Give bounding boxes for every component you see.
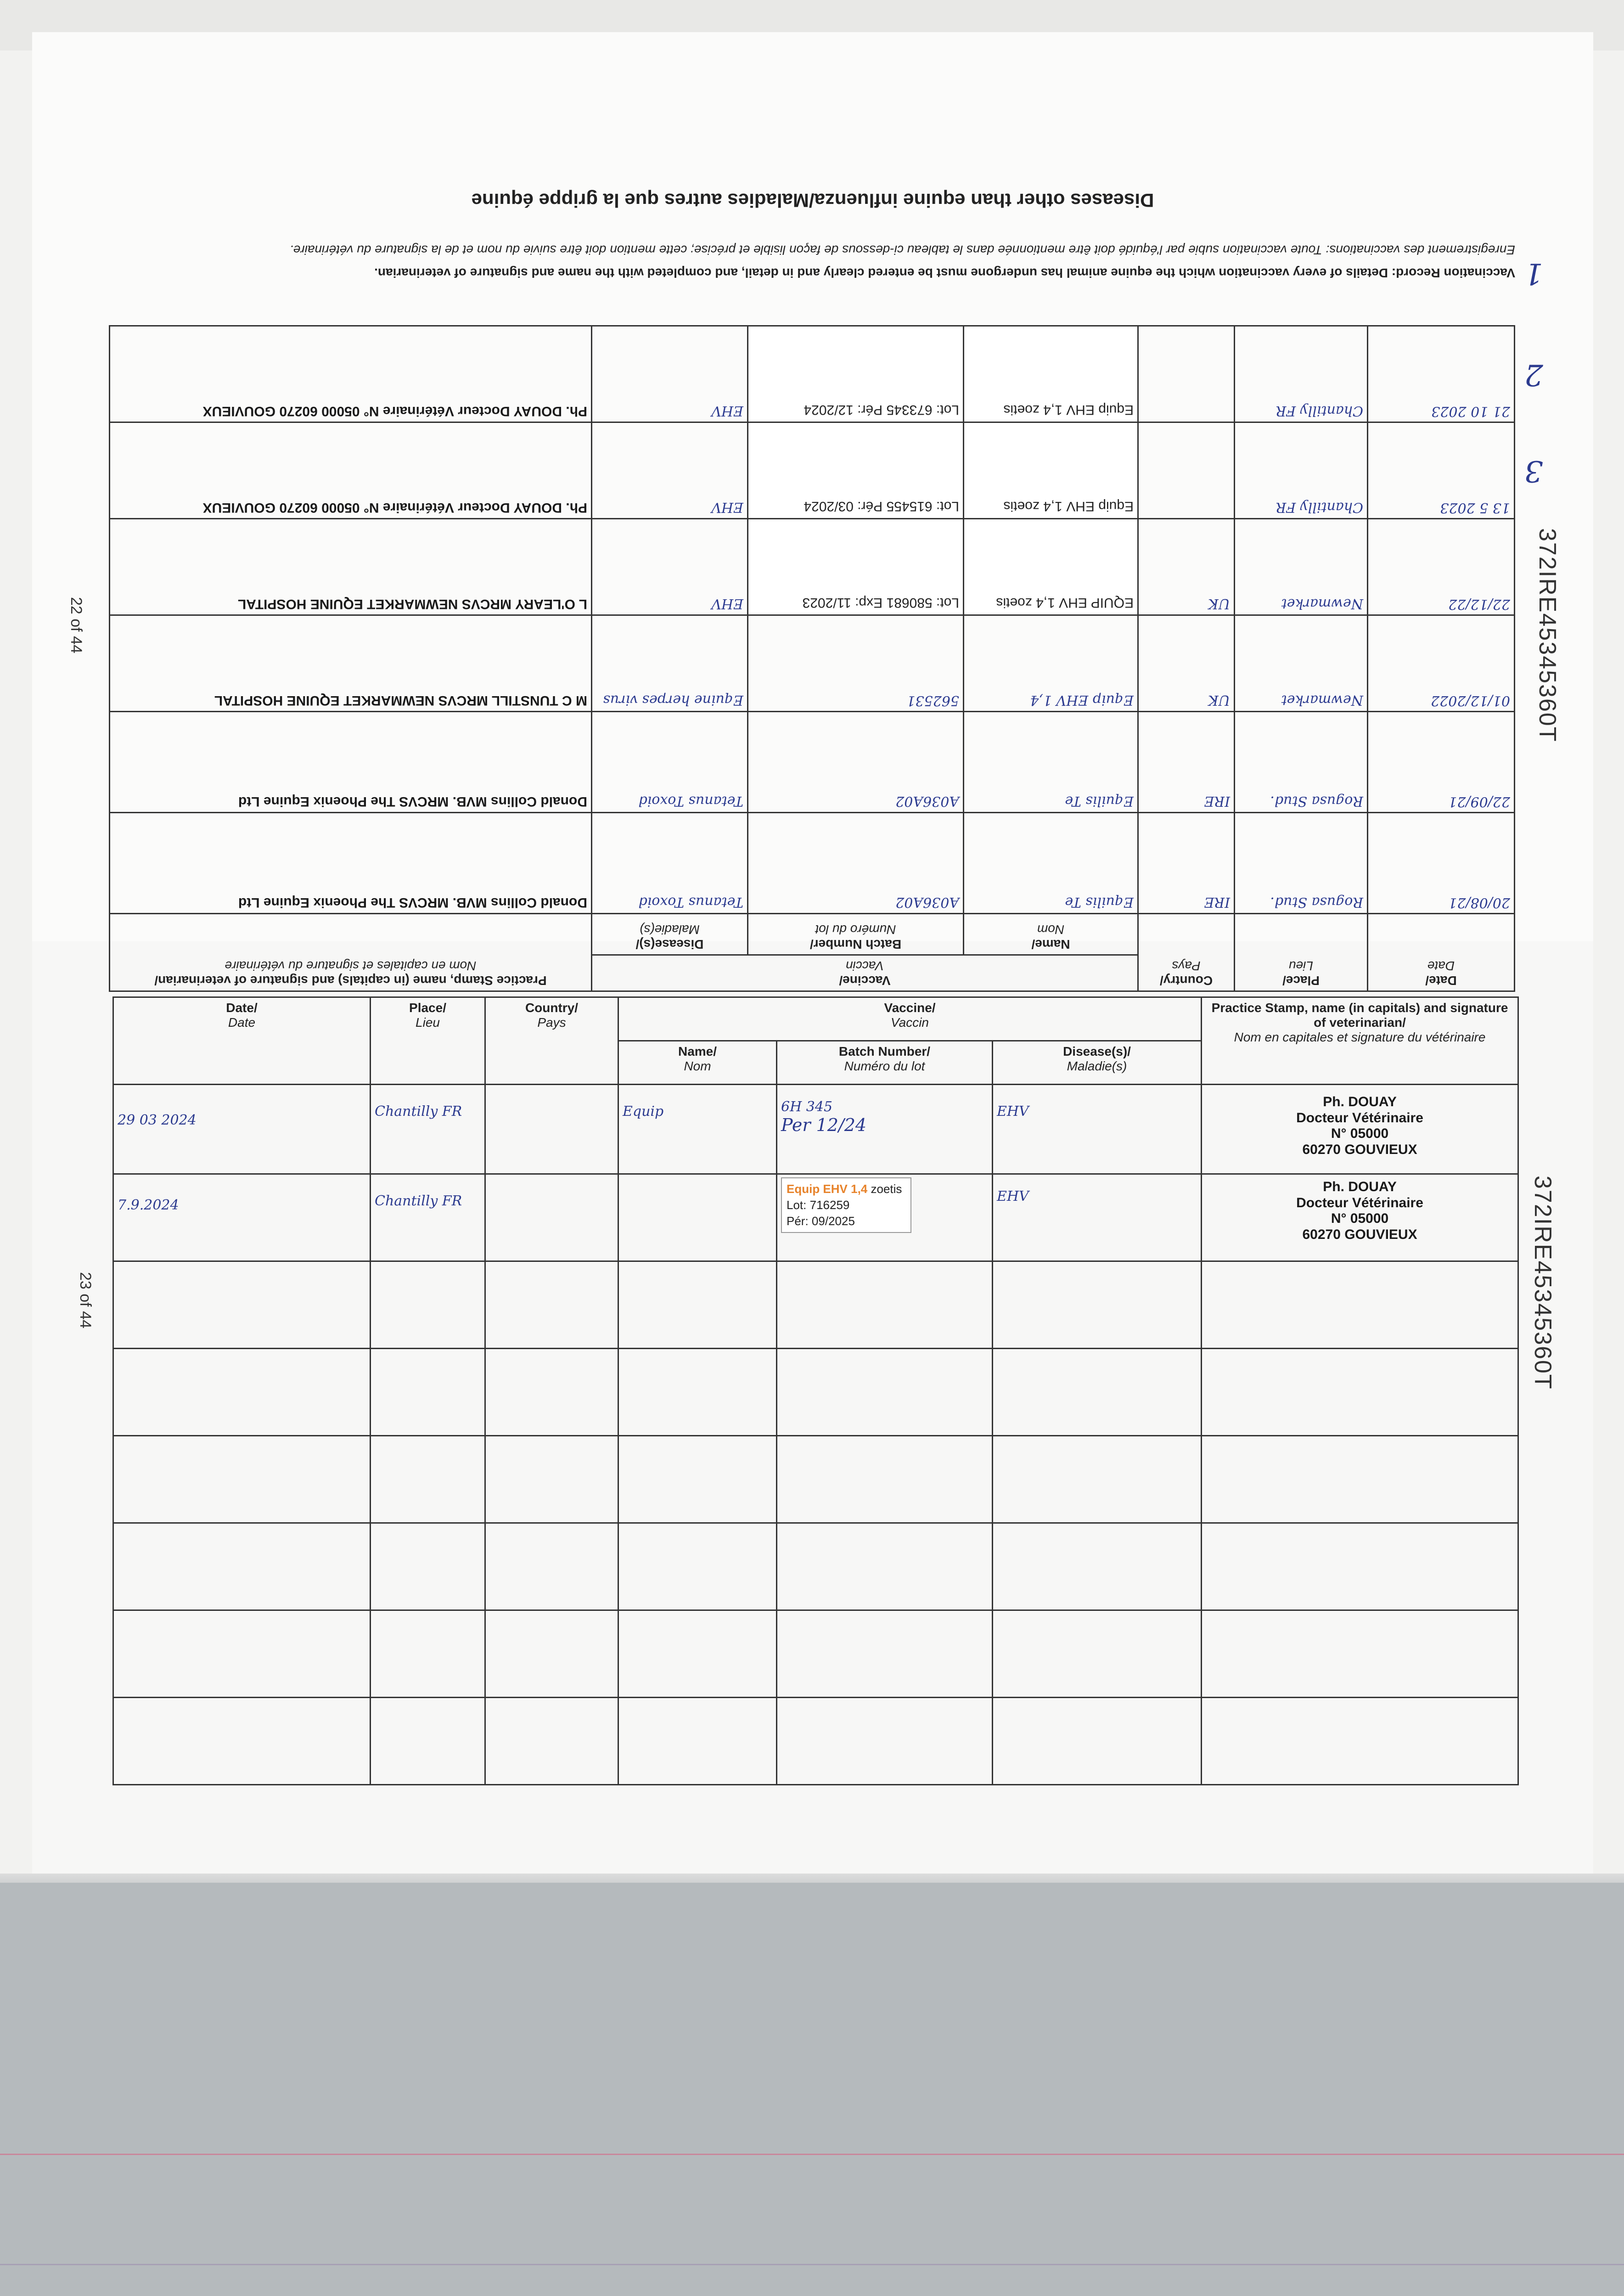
row-vaccine-name: Equip bbox=[618, 1085, 777, 1174]
row-batch: A036A02 bbox=[748, 712, 964, 813]
scan-bottom-band bbox=[0, 1883, 1624, 2296]
row-batch bbox=[777, 1085, 993, 1174]
margin-mark: 3 bbox=[1524, 454, 1543, 488]
row-country bbox=[1138, 326, 1235, 422]
header-name: Name/ Nom bbox=[618, 1041, 777, 1085]
batch-number: 6H 345 bbox=[781, 1099, 833, 1115]
row-vaccine-name: Equip EHV 1,4 bbox=[964, 615, 1138, 712]
header-stamp: Practice Stamp, name (in capitals) and signature of veterinarian/ Nom en capitales et signature du vétérinaire bbox=[109, 914, 591, 991]
row-country: IRE bbox=[1138, 813, 1235, 914]
stamp-number: N° 05000 bbox=[1331, 1211, 1389, 1226]
vaccine-sticker: Equip EHV 1,4 zoetis bbox=[964, 326, 1138, 422]
vet-stamp: Ph. DOUAY Docteur Vétérinaire N° 05000 60270 GOUVIEUX bbox=[109, 422, 591, 519]
empty-row bbox=[113, 1523, 1518, 1610]
instructions-fr: Enregistrement des vaccinations: Toute vaccination subie par l'équidé doit être mentionnée dans le tableau ci-dessous de façon lisible et précise; cette mention doit être suivie du nom et de la signature du vétérinaire. bbox=[290, 243, 1515, 257]
row-disease: EHV bbox=[591, 326, 747, 422]
upright-vaccination-table bbox=[112, 996, 1519, 1785]
vet-stamp bbox=[1202, 1174, 1518, 1261]
row-country bbox=[485, 1085, 618, 1174]
row-date: 13 5 2023 bbox=[1368, 422, 1515, 519]
row-batch: A036A02 bbox=[748, 813, 964, 914]
empty-row bbox=[113, 1349, 1518, 1436]
header-disease: Disease(s)/ Maladie(s) bbox=[993, 1041, 1202, 1085]
flipped-page-content bbox=[110, 138, 1515, 992]
vet-stamp bbox=[1202, 1085, 1518, 1174]
stamp-city: 60270 GOUVIEUX bbox=[1302, 1227, 1417, 1242]
header-stamp: Practice Stamp, name (in capitals) and signature of veterinarian/ Nom en capitales et signature du vétérinaire bbox=[1202, 997, 1518, 1085]
stamp-name: Ph. DOUAY bbox=[1323, 1179, 1397, 1194]
vet-stamp: L O'LEARY MRCVS NEWMARKET EQUINE HOSPITAL bbox=[109, 519, 591, 615]
margin-mark: 2 bbox=[1524, 357, 1543, 392]
row-batch: Lot: 615455 Pér: 03/2024 bbox=[748, 422, 964, 519]
header-place: Place/ Lieu bbox=[1235, 914, 1368, 991]
header-disease: Disease(s)/ Maladie(s) bbox=[591, 914, 747, 955]
vet-stamp: Donald Collins MVB. MRCVS The Phoenix Equine Ltd bbox=[109, 712, 591, 813]
instructions-en: Vaccination Record: Details of every vaccination which the equine animal has undergone must be entered clearly and in detail, and completed with the name and signature of veterinarian. bbox=[374, 266, 1515, 280]
vet-stamp: Donald Collins MVB. MRCVS The Phoenix Equine Ltd bbox=[109, 813, 591, 914]
page-edge-line bbox=[0, 2154, 1624, 2155]
header-date: Date/ Date bbox=[113, 997, 371, 1085]
row-date: 22/09/21 bbox=[1368, 712, 1515, 813]
empty-row bbox=[113, 1698, 1518, 1785]
row-date: 01/12/2022 bbox=[1368, 615, 1515, 712]
row-vaccine-name bbox=[618, 1174, 777, 1261]
empty-row bbox=[113, 1436, 1518, 1523]
stamp-name: Ph. DOUAY bbox=[1323, 1094, 1397, 1109]
header-name: Name/ Nom bbox=[964, 914, 1138, 955]
row-disease: Tetanus Toxoid bbox=[591, 813, 747, 914]
header-place: Place/ Lieu bbox=[371, 997, 485, 1085]
table-row bbox=[109, 326, 1514, 422]
header-vaccine: Vaccine/ Vaccin bbox=[591, 955, 1138, 991]
page-number-upright: 23 of 44 bbox=[77, 1272, 94, 1328]
row-country: UK bbox=[1138, 615, 1235, 712]
page-number: 22 of 44 bbox=[67, 597, 85, 653]
header-batch: Batch Number/ Numéro du lot bbox=[777, 1041, 993, 1085]
row-disease: EHV bbox=[993, 1085, 1202, 1174]
row-place: Chantilly FR bbox=[1235, 422, 1368, 519]
passport-side-code-upright: 372IRE45345360T bbox=[1529, 1176, 1556, 1390]
row-disease: Equine herpes virus bbox=[591, 615, 747, 712]
row-disease: Tetanus Toxoid bbox=[591, 712, 747, 813]
table-row bbox=[109, 519, 1514, 615]
row-place: Newmarket bbox=[1235, 615, 1368, 712]
table-row bbox=[113, 1085, 1518, 1174]
batch-expiry: Per 12/24 bbox=[781, 1115, 867, 1135]
vaccine-sticker: Equip EHV 1,4 zoetis bbox=[964, 422, 1138, 519]
row-place: Chantilly FR bbox=[1235, 326, 1368, 422]
row-country: IRE bbox=[1138, 712, 1235, 813]
header-date: Date/ Date bbox=[1368, 914, 1515, 991]
header-country: Country/ Pays bbox=[485, 997, 618, 1085]
row-date: 20/08/21 bbox=[1368, 813, 1515, 914]
empty-row bbox=[113, 1261, 1518, 1349]
header-country: Country/ Pays bbox=[1138, 914, 1235, 991]
table-row bbox=[113, 1174, 1518, 1261]
header-batch: Batch Number/ Numéro du lot bbox=[748, 914, 964, 955]
row-place: Newmarket bbox=[1235, 519, 1368, 615]
stamp-city: 60270 GOUVIEUX bbox=[1302, 1142, 1417, 1157]
row-country: UK bbox=[1138, 519, 1235, 615]
passport-side-code: 372IRE45345360T bbox=[1534, 528, 1561, 743]
flipped-vaccination-table bbox=[109, 325, 1515, 992]
row-batch: 562531 bbox=[748, 615, 964, 712]
row-batch: Lot: 580681 Exp: 11/2023 bbox=[748, 519, 964, 615]
stamp-title: Docteur Vétérinaire bbox=[1296, 1110, 1423, 1125]
row-place: Rogusa Stud. bbox=[1235, 712, 1368, 813]
table-row bbox=[109, 712, 1514, 813]
row-date: 21 10 2023 bbox=[1368, 326, 1515, 422]
stamp-number: N° 05000 bbox=[1331, 1126, 1389, 1141]
header-vaccine: Vaccine/ Vaccin bbox=[618, 997, 1202, 1041]
table-row bbox=[109, 615, 1514, 712]
table-row bbox=[109, 813, 1514, 914]
vaccine-sticker: Equip EHV 1,4 zoetis Lot: 716259 Pér: 09/2025 bbox=[781, 1177, 911, 1233]
vet-stamp: M C TUNSTILL MRCVS NEWMARKET EQUINE HOSPITAL bbox=[109, 615, 591, 712]
row-country bbox=[1138, 422, 1235, 519]
table-row bbox=[109, 422, 1514, 519]
row-batch bbox=[777, 1174, 993, 1261]
row-vaccine-name: Equilis Te bbox=[964, 712, 1138, 813]
row-place: Chantilly FR bbox=[371, 1174, 485, 1261]
vaccine-sticker: EQUIP EHV 1,4 zoetis bbox=[964, 519, 1138, 615]
row-country bbox=[485, 1174, 618, 1261]
row-batch: Lot: 673345 Pér: 12/2024 bbox=[748, 326, 964, 422]
row-date: 7.9.2024 bbox=[113, 1174, 371, 1261]
vet-stamp: Ph. DOUAY Docteur Vétérinaire N° 05000 60270 GOUVIEUX bbox=[109, 326, 591, 422]
page-edge-line bbox=[0, 2264, 1624, 2265]
row-disease: EHV bbox=[591, 519, 747, 615]
row-date: 22/12/22 bbox=[1368, 519, 1515, 615]
section-title: Diseases other than equine influenza/Maladies autres que la grippe équine bbox=[471, 190, 1154, 211]
row-place: Chantilly FR bbox=[371, 1085, 485, 1174]
row-place: Rogusa Stud. bbox=[1235, 813, 1368, 914]
stamp-title: Docteur Vétérinaire bbox=[1296, 1195, 1423, 1210]
empty-row bbox=[113, 1610, 1518, 1698]
row-vaccine-name: Equilis Te bbox=[964, 813, 1138, 914]
row-date: 29 03 2024 bbox=[113, 1085, 371, 1174]
row-disease: EHV bbox=[591, 422, 747, 519]
row-disease: EHV bbox=[993, 1174, 1202, 1261]
margin-mark: 1 bbox=[1524, 256, 1543, 291]
